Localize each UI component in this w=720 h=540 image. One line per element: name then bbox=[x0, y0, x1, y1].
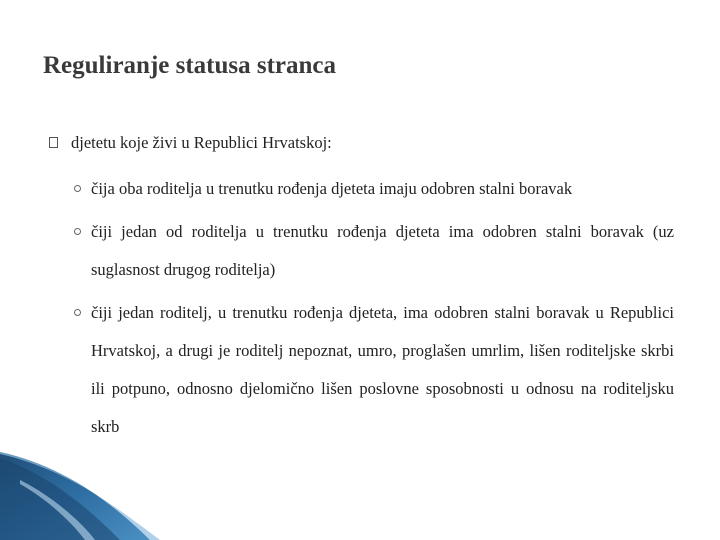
main-bullet bbox=[49, 133, 332, 153]
slide-title: Reguliranje statusa stranca bbox=[43, 52, 337, 79]
circle-bullet-icon bbox=[74, 185, 81, 192]
sub-bullet-text: čiji jedan od roditelja u trenutku rođenja djeteta ima odobren stalni boravak (uz suglasnost drugog roditelja) bbox=[91, 222, 674, 279]
sub-bullet-text: čija oba roditelja u trenutku rođenja djeteta imaju odobren stalni boravak bbox=[91, 179, 573, 198]
decorative-swoosh bbox=[0, 440, 720, 540]
sub-bullet-text: čiji jedan roditelj, u trenutku rođenja djeteta, ima odobren stalni boravak u Republici Hrvatskoj, a drugi je roditelj nepoznat, umro, proglašen umrlim, lišen roditeljske skrbi ili potpuno, odnosno djelomično lišen poslovne sposobnosti u odnosu na roditeljsku skrb bbox=[91, 303, 674, 436]
circle-bullet-icon bbox=[74, 309, 81, 316]
circle-bullet-icon bbox=[74, 228, 81, 235]
sub-bullet-item bbox=[72, 213, 674, 289]
sub-bullet-item bbox=[72, 170, 674, 208]
square-bullet-icon bbox=[49, 137, 58, 148]
sub-bullet-item bbox=[72, 294, 674, 446]
sub-bullet-list bbox=[72, 170, 674, 446]
main-bullet-text: djetetu koje živi u Republici Hrvatskoj: bbox=[71, 133, 332, 152]
